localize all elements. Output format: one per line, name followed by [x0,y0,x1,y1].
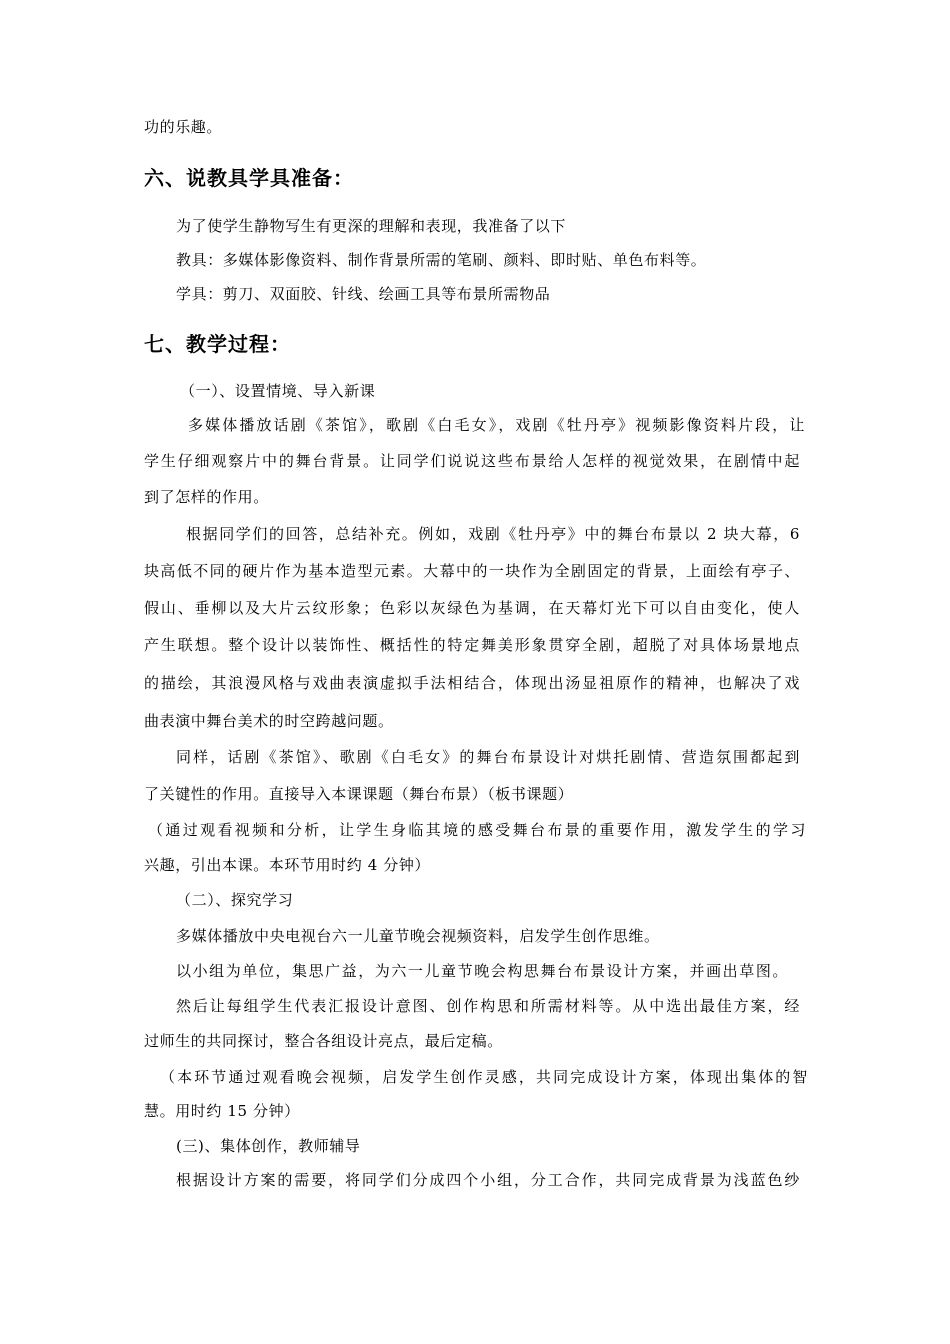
section-heading-7: 七、教学过程： [144,332,291,356]
paragraph-line: 多媒体播放话剧《茶馆》，歌剧《白毛女》，戏剧《牡丹亭》视频影像资料片段，让 [188,416,805,434]
paragraph-line: 同样，话剧《茶馆》、歌剧《白毛女》的舞台布景设计对烘托剧情、营造氛围都起到 [176,748,800,766]
paragraph-line: 了关键性的作用。直接导入本课课题（舞台布景）（板书课题） [144,785,574,803]
paragraph-line: 慧。用时约 15 分钟） [144,1102,300,1120]
paragraph-line: 多媒体播放中央电视台六一儿童节晚会视频资料，启发学生创作思维。 [176,927,660,945]
paragraph-line: 曲表演中舞台美术的时空跨越问题。 [144,712,394,730]
paragraph-line: 到了怎样的作用。 [144,488,269,506]
paragraph-line: 假山、垂柳以及大片云纹形象；色彩以灰绿色为基调，在天幕灯光下可以自由变化，使人 [144,599,800,617]
subsection-title: (三)、集体创作，教师辅导 [176,1137,361,1155]
subsection-title: （二）、探究学习 [176,891,294,909]
paragraph-line: 的描绘，其浪漫风格与戏曲表演虚拟手法相结合，体现出汤显祖原作的精神，也解决了戏 [144,674,800,692]
paragraph-line: 产生联想。整个设计以装饰性、概括性的特定舞美形象贯穿全剧，超脱了对具体场景地点 [144,636,800,654]
paragraph-line: 学生仔细观察片中的舞台背景。让同学们说说这些布景给人怎样的视觉效果，在剧情中起 [144,452,800,470]
paragraph-line: （通过观看视频和分析，让学生身临其境的感受舞台布景的重要作用，激发学生的学习 [148,821,806,839]
paragraph-line: 块高低不同的硬片作为基本造型元素。大幕中的一块作为全剧固定的背景，上面绘有亭子、 [144,562,800,580]
paragraph-line: 然后让每组学生代表汇报设计意图、创作构思和所需材料等。从中选出最佳方案，经 [176,997,800,1015]
paragraph-line: 兴趣，引出本课。本环节用时约 4 分钟） [144,856,431,874]
paragraph-line: 根据设计方案的需要，将同学们分成四个小组，分工合作，共同完成背景为浅蓝色纱 [176,1171,800,1189]
paragraph-line: 教具：多媒体影像资料、制作背景所需的笔刷、颜料、即时贴、单色布料等。 [176,251,707,269]
paragraph-line: 根据同学们的回答，总结补充。例如，戏剧《牡丹亭》中的舞台布景以 2 块大幕，6 [186,525,800,543]
paragraph-line: 功的乐趣。 [144,118,223,136]
paragraph-line: 以小组为单位，集思广益，为六一儿童节晚会构思舞台布景设计方案，并画出草图。 [176,962,788,980]
section-heading-6: 六、说教具学具准备： [144,166,354,190]
paragraph-line: 过师生的共同探讨，整合各组设计亮点，最后定稿。 [144,1032,503,1050]
paragraph-line: （本环节通过观看晚会视频，启发学生创作灵感，共同完成设计方案，体现出集体的智 [160,1068,808,1086]
paragraph-line: 学具：剪刀、双面胶、针线、绘画工具等布景所需物品 [176,285,551,303]
subsection-title: （一）、设置情境、导入新课 [180,382,376,400]
paragraph-line: 为了使学生静物写生有更深的理解和表现，我准备了以下 [176,217,567,235]
